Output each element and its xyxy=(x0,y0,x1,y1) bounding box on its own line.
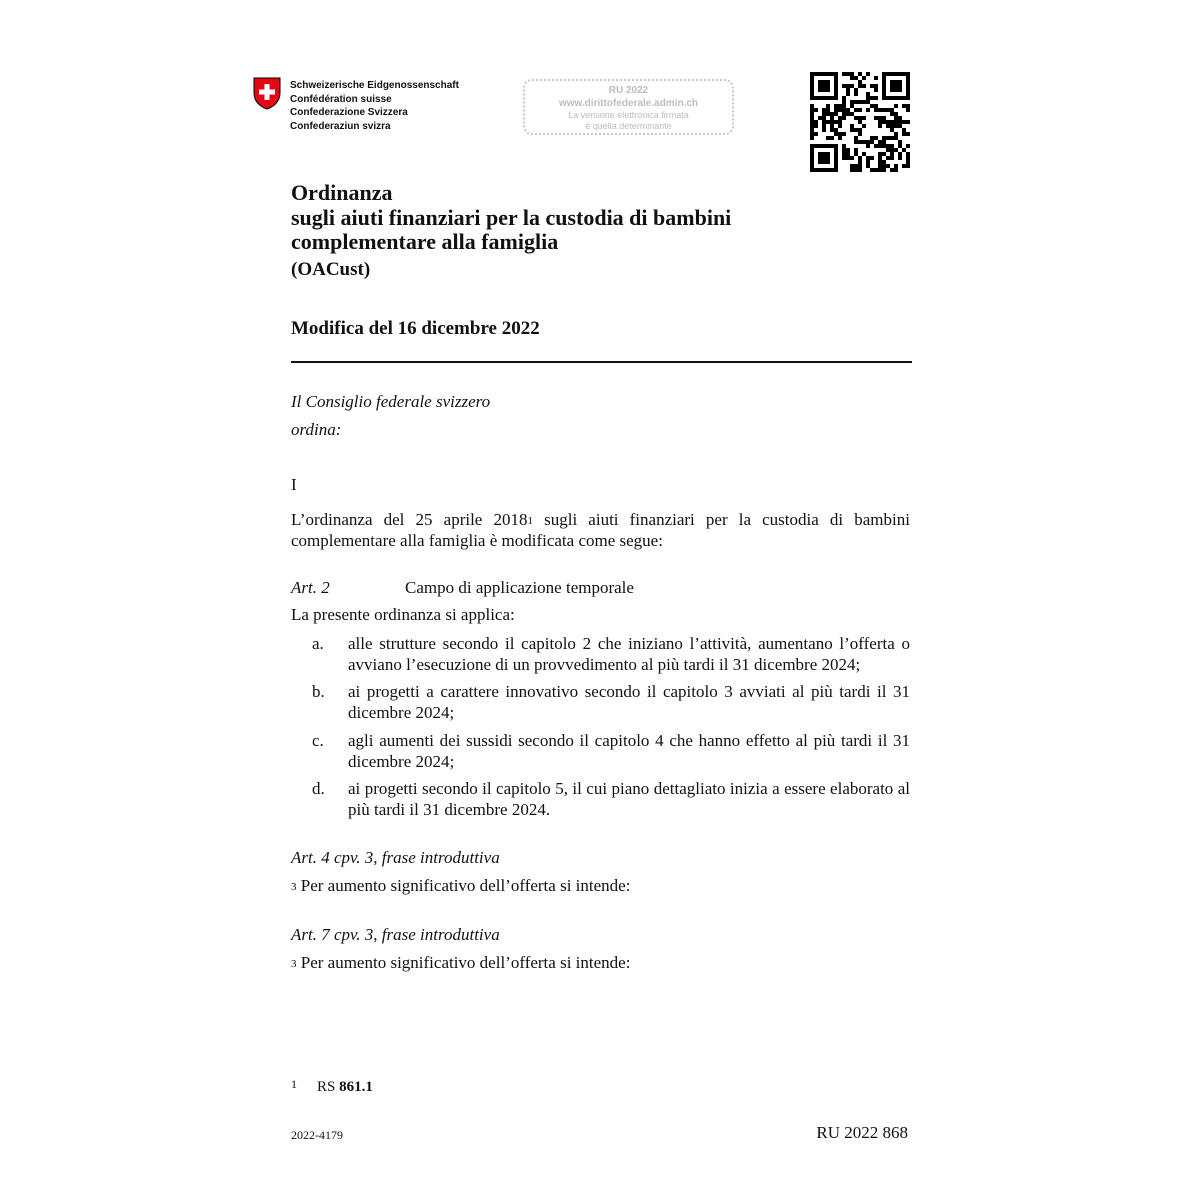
list-item-label: b. xyxy=(312,682,325,701)
art2-number: Art. 2 xyxy=(291,578,330,597)
art4-paragraph-number: 3 xyxy=(291,881,297,893)
stamp-line-1: RU 2022 xyxy=(608,85,649,96)
title-line-1: Ordinanza xyxy=(291,180,393,205)
art4-text: Per aumento significativo dell’offerta si intende: xyxy=(296,876,631,895)
list-item-label: a. xyxy=(312,634,324,653)
modification-date: Modifica del 16 dicembre 2022 xyxy=(291,318,540,339)
list-item xyxy=(312,779,910,820)
list-item-text: ai progetti secondo il capitolo 5, il cui piano dettagliato inizia a essere elaborato al più tardi il 31 dicembre 2024. xyxy=(348,779,910,819)
confederation-names xyxy=(290,79,459,133)
list-item-label: c. xyxy=(312,731,324,750)
list-item-label: d. xyxy=(312,779,325,798)
list-item xyxy=(312,682,910,723)
stamp-line-4: è quella determinante xyxy=(585,121,672,131)
art2-title: Campo di applicazione temporale xyxy=(405,578,634,597)
footnote-ref[interactable]: 1 xyxy=(527,515,533,527)
official-compilation-number: RU 2022 868 xyxy=(816,1123,908,1142)
intro-text-after: sugli aiuti finanziari per la custodia di bambini complementare alla famiglia è modificata come segue: xyxy=(291,510,910,550)
confederation-rm: Confederaziun svizra xyxy=(290,120,391,132)
stamp-line-3: La versione elettronica firmata xyxy=(568,110,689,120)
title-line-3: complementare alla famiglia xyxy=(291,229,559,254)
list-item-text: alle strutture secondo il capitolo 2 che iniziano l’attività, aumentano l’offerta o avviano l’esecuzione di un provvedimento al più tardi il 31 dicembre 2024; xyxy=(348,634,910,674)
electronic-signature-stamp xyxy=(523,79,734,135)
stamp-url: www.dirittofederale.admin.ch xyxy=(558,98,699,109)
document-number: 2022-4179 xyxy=(291,1128,343,1142)
title-abbreviation: (OACust) xyxy=(291,259,371,280)
qr-code-icon[interactable] xyxy=(810,72,910,172)
art7-heading: Art. 7 cpv. 3, frase introduttiva xyxy=(291,925,500,944)
art4-heading: Art. 4 cpv. 3, frase introduttiva xyxy=(291,848,500,867)
preamble-ordains: ordina: xyxy=(291,420,342,439)
footnote-reference[interactable]: 861.1 xyxy=(339,1079,373,1095)
art2-lead: La presente ordinanza si applica: xyxy=(291,605,515,624)
preamble-authority: Il Consiglio federale svizzero xyxy=(291,392,491,411)
confederation-fr: Confédération suisse xyxy=(290,93,392,105)
footnote-prefix: RS xyxy=(317,1079,340,1095)
section-number: I xyxy=(291,475,297,494)
confederation-it: Confederazione Svizzera xyxy=(290,107,408,118)
intro-text-before: L’ordinanza del 25 aprile 2018 xyxy=(291,510,528,529)
list-item-text: ai progetti a carattere innovativo secondo il capitolo 3 avviati al più tardi il 31 dicembre 2024; xyxy=(348,682,910,722)
art7-paragraph xyxy=(291,953,630,974)
list-item xyxy=(312,731,910,772)
confederation-de: Schweizerische Eidgenossenschaft xyxy=(290,80,459,91)
art7-text: Per aumento significativo dell’offerta si intende: xyxy=(296,953,631,972)
swiss-crest-icon xyxy=(252,76,282,110)
intro-paragraph xyxy=(291,510,910,551)
footnote xyxy=(291,1079,373,1096)
title-rule xyxy=(291,361,912,363)
list-item-text: agli aumenti dei sussidi secondo il capitolo 4 che hanno effetto al più tardi il 31 dicembre 2024; xyxy=(348,731,910,771)
document-title xyxy=(291,181,731,255)
art4-paragraph xyxy=(291,876,630,897)
title-line-2: sugli aiuti finanziari per la custodia di bambini xyxy=(291,204,732,230)
art7-paragraph-number: 3 xyxy=(291,958,297,970)
list-item xyxy=(312,634,910,675)
footnote-number: 1 xyxy=(291,1077,297,1091)
